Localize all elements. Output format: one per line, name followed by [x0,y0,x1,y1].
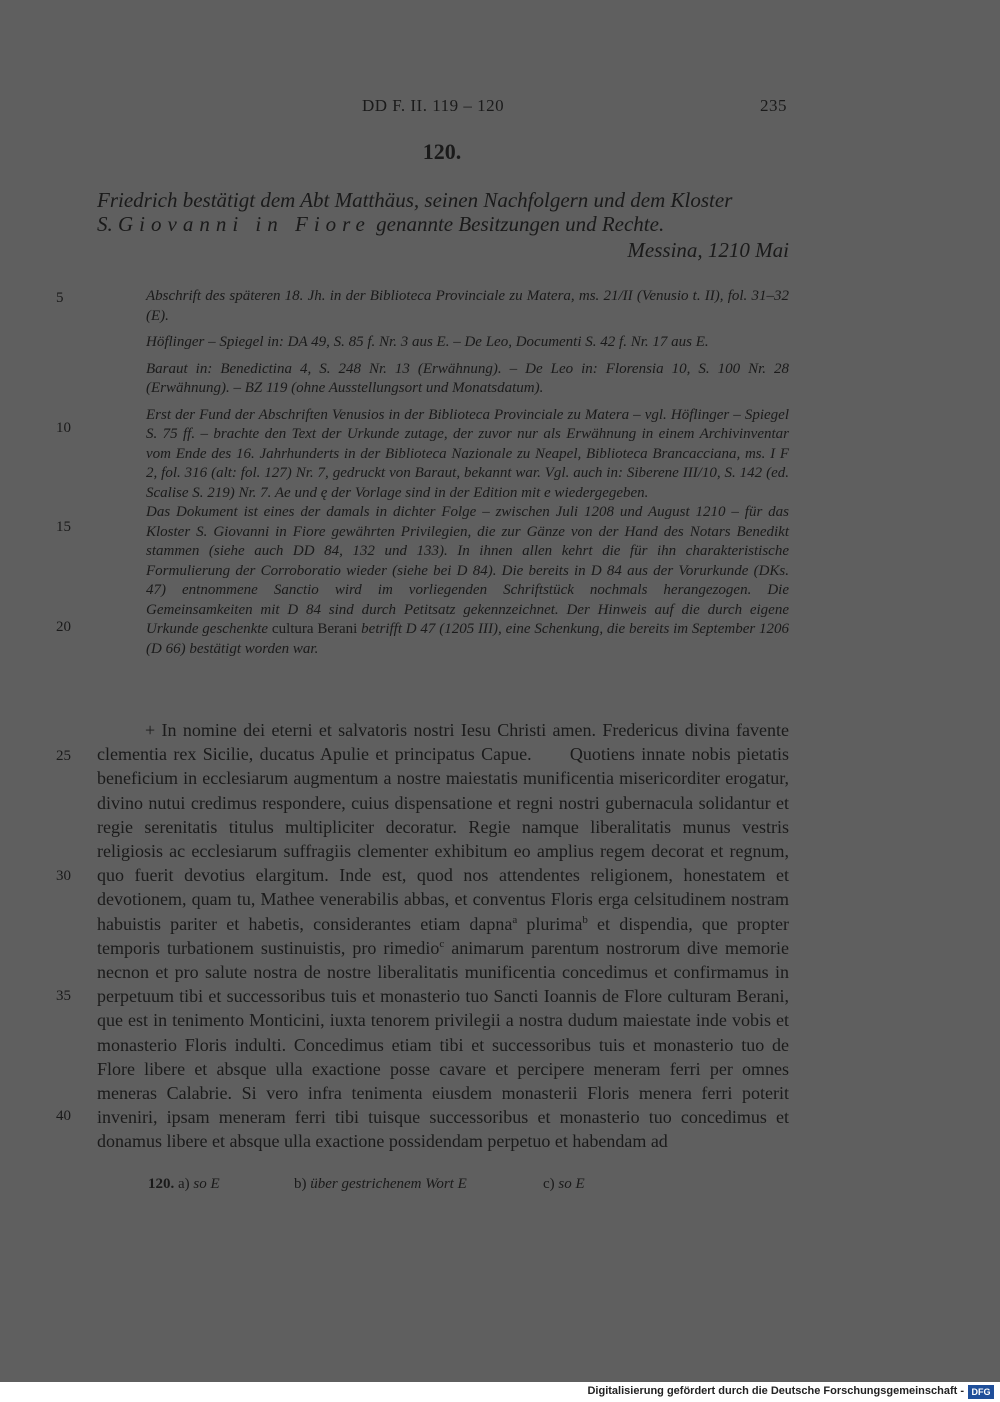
footnote-b-label: b) [294,1176,307,1192]
regest-suffix: genannte Besitzungen und Rechte. [376,212,665,236]
apparatus-notes-roman: cultura Berani [271,621,358,637]
line-number: 25 [56,748,71,764]
charter-dispositio: animarum parentum nostrorum dive memorie necnon et pro salute nostra de nostre liberalitatis munificentia concedimus et confirmamus in perpetuum tibi et successoribus tuis et monasterio tuo Sancti Ioannis de Flore culturam Berani, que est in tenimento Monticini, iuxta tenorem privilegii a nostra dudum maiestate inde vobis et monasterio Floris indulti. Concedimus etiam tibi et successoribus tuis et monasterio tuo de Flore libere et absque ulla exactione posse cavare et percipere meneram ferri per omnes meneras Calabrie. Si vero infra tenimenta eiusdem monasterii Floris menera ferri poterit inveniri, ipsam meneram ferri tibi tuisque successoribus et monasterio tuo concedimus et donamus libere et absque ulla exactione possidendam perpetuo et habendam ad [97,937,789,1152]
charter-text-part: et dispendia, que propter temporis turbationem sustinuistis, pro rimedio [97,913,789,958]
digitization-credit: Digitalisierung gefördert durch die Deutsche Forschungsgemeinschaft - [587,1385,964,1397]
footnote-doc-ref: 120. [148,1176,175,1192]
footnote-marker-b: b [582,913,588,926]
document-date: Messina, 1210 Mai [627,238,789,262]
line-number: 40 [56,1108,71,1124]
footnote-b-text: über gestrichenem Wort E [310,1176,467,1192]
critical-apparatus [146,287,789,659]
apparatus-mentions: Baraut in: Benedictina 4, S. 248 Nr. 13 (Erwähnung). – De Leo in: Florensia 10, S. 100 Nr. 28 (Erwähnung). – BZ 119 (ohne Ausstellungsort und Monatsdatum). [146,360,789,396]
footnote-c-label: c) [543,1176,555,1192]
apparatus-notes-part-1: Das Dokument ist eines der damals in dichter Folge – zwischen Juli 1208 und August 1210 – für das Kloster S. Giovanni in Fiore gewährten Privilegien, die zur Gänze von der Hand des Notars Benedikt stammen (siehe auch DD 84, 132 und 133). In ihnen allen kehrt die für ihn charakteristische Formulierung der Corroboratio wieder (siehe bei D 84). Die bereits in D 84 aus der Vorurkunde (DKs. 47) entnommene Sanctio wird im vorliegenden Schriftstück nochmals herangezogen. Die Gemeinsamkeiten mit D 84 sind durch Petitsatz gekennzeichnet. Der Hinweis auf die durch eigene Urkunde geschenkte [146,504,789,637]
apparatus-commentary: Erst der Fund der Abschriften Venusios in der Biblioteca Provinciale zu Matera – vgl. Höflinger – Spiegel S. 75 ff. – brachte den Text der Urkunde zutage, der zuvor nur als Erwähnung in einem Archivinventar vom Ende des 16. Jahrhunderts in der Biblioteca Nazionale zu Neapel, Biblioteca Brancacciana, ms. I F 2, fol. 316 (alt: fol. 127) Nr. 7, gedruckt von Baraut, bekannt war. Vgl. auch in: Siberene III/10, S. 142 (ed. Scalise S. 219) Nr. 7. Ae und ę der Vorlage sind in der Edition mit e wiedergegeben. [146,406,789,501]
apparatus-notes [146,503,789,659]
footnote-c-text: so E [558,1176,585,1192]
line-numbers [0,0,90,1382]
footnote-c [543,1176,585,1193]
regest-place-spaced: Giovanni in Fiore [118,212,371,236]
footnote-marker-c: c [439,937,445,950]
footnote-a-text: so E [193,1176,220,1192]
line-number: 35 [56,988,71,1004]
page-number: 235 [760,96,787,115]
document-number: 120. [422,139,462,164]
apparatus-manuscript: Abschrift des späteren 18. Jh. in der Biblioteca Provinciale zu Matera, ms. 21/II (Venusio t. II), fol. 31–32 (E). [146,288,789,324]
footnote-a-label: a) [178,1176,190,1192]
charter-invocatio: + In nomine dei eterni et salvatoris nostri Iesu Christi amen. Fredericus divina favente clementia rex Sicilie, ducatus Apulie et principatus Capue. [97,720,789,765]
footnote-a [148,1176,220,1193]
running-title: DD F. II. 119 – 120 [362,96,505,115]
line-number: 20 [56,619,71,635]
charter-text-part: plurima [517,913,583,934]
line-number: 15 [56,519,71,535]
regest-line-1: Friedrich bestätigt dem Abt Matthäus, seinen Nachfolgern und dem Kloster [97,188,733,212]
charter-text [97,718,789,1154]
digitization-credit-bar [0,1382,1000,1402]
line-number: 30 [56,868,71,884]
line-number: 5 [56,290,64,306]
regest [97,188,789,236]
footnote-b [294,1176,467,1193]
apparatus-notes-part-2: betrifft D 47 (1205 III), eine Schenkung, die bereits im September 1206 (D 66) bestätigt worden war. [146,621,790,657]
regest-prefix: S. [97,212,113,236]
footnote-marker-a: a [512,913,518,926]
dfg-logo: DFG [968,1385,994,1399]
charter-arenga: Quotiens innate nobis pietatis beneficium in ecclesiarum augmentum a nostre maiestatis munificentia misericorditer erogatur, divino nutui credimus respondere, cuius dispensatione et regni nostri gubernacula solidantur et regie serenitatis titulus multipliciter decoratur. Regie namque liberalitatis munus vestris religiosis ac ecclesiarum suffragiis clementer exhibitum eo amplius regem decorat et regnum, quo fuerit devotius elargitum. Inde est, quod nos attendentes religionem, honestatem et devotionem, quam tu, Mathee venerabilis abbas, et conventus Floris erga celsitudinem nostram habuistis pariter et habetis, considerantes etiam dapna [97,744,790,934]
apparatus-editions: Höflinger – Spiegel in: DA 49, S. 85 f. Nr. 3 aus E. – De Leo, Documenti S. 42 f. Nr. 17 aus E. [146,334,709,350]
line-number: 10 [56,420,71,436]
